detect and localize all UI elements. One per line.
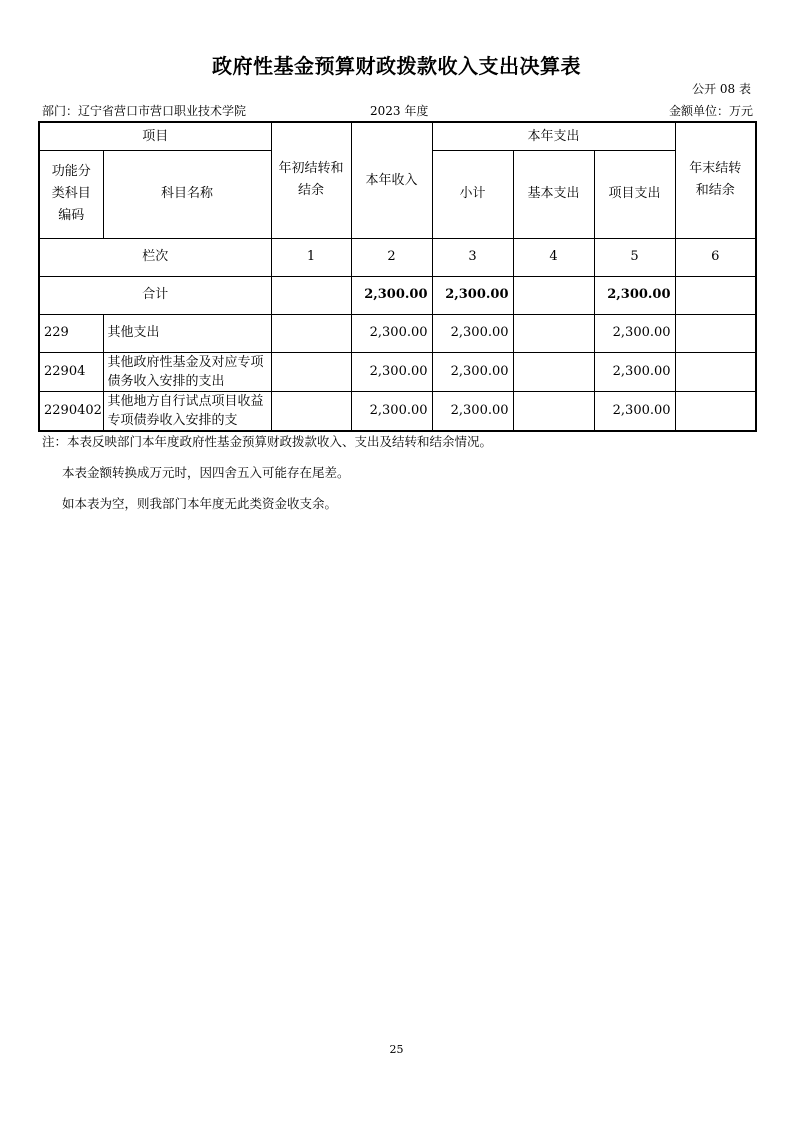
total-project: 2,300.00 [594,276,675,314]
header-project: 项目支出 [594,150,675,238]
row-name: 其他支出 [103,314,271,352]
row-income: 2,300.00 [351,391,432,431]
department-label: 部门：辽宁省营口市营口职业技术学院 [42,104,247,118]
header-subtotal: 小计 [432,150,513,238]
note-1: 注：本表反映部门本年度政府性基金预算财政拨款收入、支出及结转和结余情况。 [42,434,493,449]
row-project: 2,300.00 [594,314,675,352]
row-basic [513,314,594,352]
row-code: 22904 [39,352,103,391]
page-title: 政府性基金预算财政拨款收入支出决算表 [212,54,581,78]
header-begin-balance: 年初结转和结余 [271,122,351,238]
column-number: 2 [351,238,432,276]
row-end-balance [675,391,756,431]
row-code: 229 [39,314,103,352]
table-row [39,314,756,352]
unit-label: 金额单位：万元 [668,104,753,118]
form-number: 公开 08 表 [692,82,751,96]
header-basic: 基本支出 [513,150,594,238]
fiscal-year-label: 2023 年度 [370,104,429,118]
table-row [39,391,756,431]
total-income: 2,300.00 [351,276,432,314]
total-label: 合计 [39,276,271,314]
total-basic [513,276,594,314]
row-income: 2,300.00 [351,314,432,352]
meta-line [40,102,753,118]
row-begin-balance [271,352,351,391]
row-project: 2,300.00 [594,391,675,431]
row-begin-balance [271,391,351,431]
header-row-1 [39,122,756,150]
column-number-label: 栏次 [39,238,271,276]
row-end-balance [675,352,756,391]
row-basic [513,352,594,391]
header-income: 本年收入 [351,122,432,238]
row-basic [513,391,594,431]
page-number: 25 [389,1043,404,1056]
header-expense-group: 本年支出 [432,122,675,150]
column-number: 3 [432,238,513,276]
note-2: 本表金额转换成万元时，因四舍五入可能存在尾差。 [62,465,350,480]
note-3: 如本表为空，则我部门本年度无此类资金收支余。 [62,496,338,511]
row-code: 2290402 [39,391,103,431]
header-name: 科目名称 [103,150,271,238]
column-number: 6 [675,238,756,276]
fund-table [38,121,757,432]
row-subtotal: 2,300.00 [432,314,513,352]
header-item: 项目 [39,122,271,150]
total-end-balance [675,276,756,314]
row-subtotal: 2,300.00 [432,391,513,431]
row-name: 其他地方自行试点项目收益专项债券收入安排的支 [103,391,271,431]
total-row [39,276,756,314]
row-begin-balance [271,314,351,352]
header-code: 功能分类科目编码 [39,150,103,238]
table-row [39,352,756,391]
header-end-balance: 年末结转和结余 [675,122,756,238]
column-number: 5 [594,238,675,276]
total-begin-balance [271,276,351,314]
row-project: 2,300.00 [594,352,675,391]
row-income: 2,300.00 [351,352,432,391]
total-subtotal: 2,300.00 [432,276,513,314]
column-number-row [39,238,756,276]
row-name: 其他政府性基金及对应专项债务收入安排的支出 [103,352,271,391]
column-number: 4 [513,238,594,276]
column-number: 1 [271,238,351,276]
row-end-balance [675,314,756,352]
row-subtotal: 2,300.00 [432,352,513,391]
